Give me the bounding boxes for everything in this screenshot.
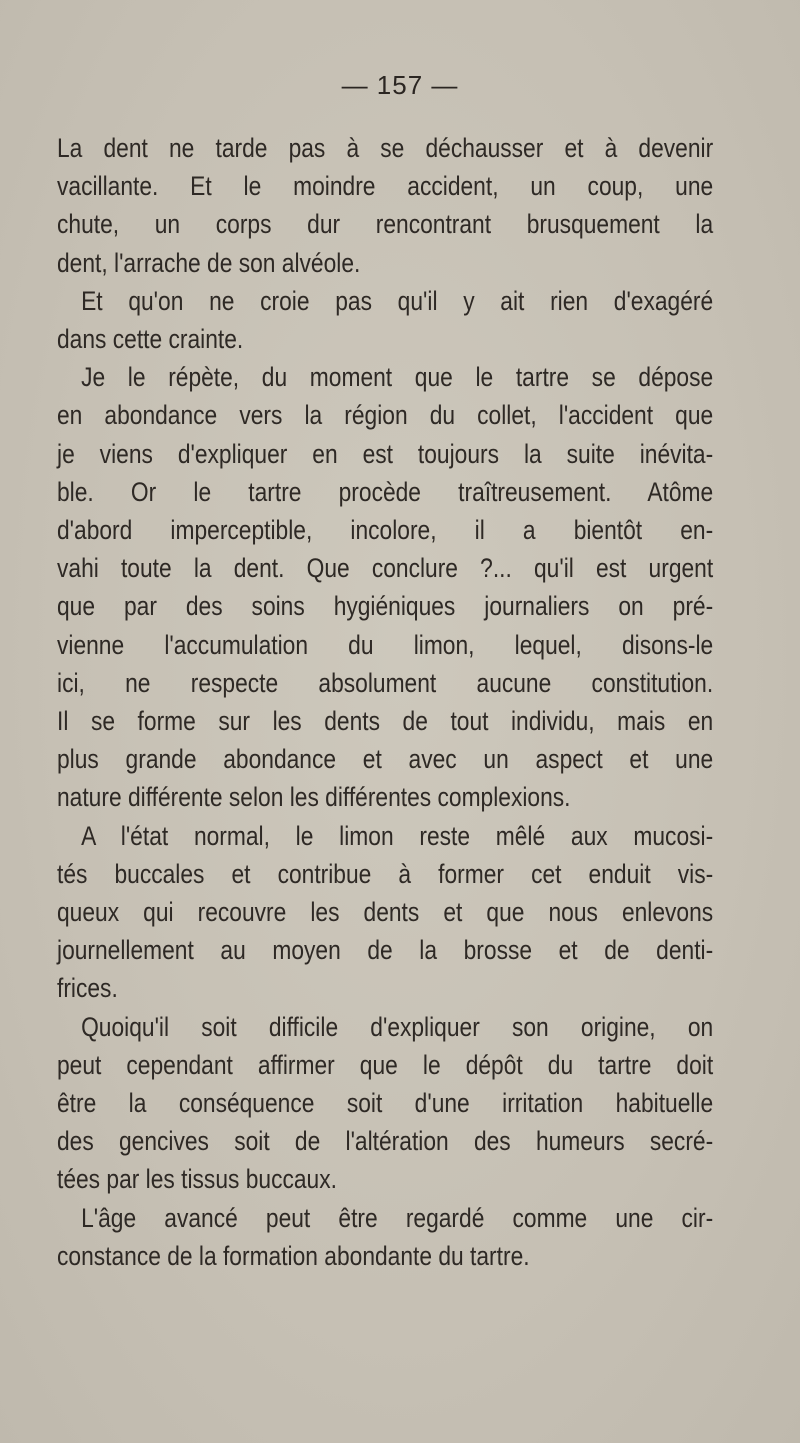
text-line: plus grande abondance et avec un aspect et une [57, 744, 714, 775]
text-line: vienne l'accumulation du limon, lequel, disons-le [57, 629, 714, 660]
text-line: tées par les tissus buccaux. [57, 1164, 337, 1195]
page-number: — 157 — [341, 70, 459, 100]
text-line: chute, un corps dur rencontrant brusquement la [57, 209, 714, 240]
text-line: des gencives soit de l'altération des humeurs secré- [57, 1126, 714, 1157]
text-line: ble. Or le tartre procède traîtreusement. Atôme [57, 476, 714, 507]
text-line: dans cette crainte. [57, 324, 244, 355]
text-line: être la conséquence soit d'une irritation habituelle [57, 1088, 714, 1119]
text-line: que par des soins hygiéniques journaliers on pré- [57, 591, 714, 622]
text-line: en abondance vers la région du collet, l'accident que [57, 400, 714, 431]
text-line: constance de la formation abondante du tartre. [57, 1240, 530, 1271]
text-line: La dent ne tarde pas à se déchausser et à devenir [57, 133, 714, 163]
text-lines [57, 129, 713, 1275]
text-line: je viens d'expliquer en est toujours la suite inévita- [57, 438, 714, 469]
text-line: frices. [57, 973, 118, 1004]
text-line: nature différente selon les différentes complexions. [57, 782, 571, 813]
text-line: L'âge avancé peut être regardé comme une cir- [81, 1202, 714, 1233]
text-line: peut cependant affirmer que le dépôt du tartre doit [57, 1049, 714, 1080]
text-line: Et qu'on ne croie pas qu'il y ait rien d'exagéré [81, 285, 714, 316]
text-line: Quoiqu'il soit difficile d'expliquer son origine, on [81, 1011, 714, 1042]
text-line: Il se forme sur les dents de tout individu, mais en [57, 706, 714, 737]
text-line: tés buccales et contribue à former cet enduit vis- [57, 858, 714, 889]
text-line: dent, l'arrache de son alvéole. [57, 247, 361, 278]
text-line: vahi toute la dent. Que conclure ?... qu'il est urgent [57, 553, 714, 584]
text-line: queux qui recouvre les dents et que nous enlevons [57, 897, 714, 928]
text-line: ici, ne respecte absolument aucune constitution. [57, 667, 714, 698]
text-line: vacillante. Et le moindre accident, un coup, une [57, 171, 714, 202]
text-line: Je le répète, du moment que le tartre se dépose [81, 362, 714, 393]
body-text [57, 129, 714, 1275]
text-line: d'abord imperceptible, incolore, il a bientôt en- [57, 515, 714, 546]
text-line: journellement au moyen de la brosse et de denti- [57, 935, 714, 966]
text-line: A l'état normal, le limon reste mêlé aux mucosi- [81, 820, 714, 851]
